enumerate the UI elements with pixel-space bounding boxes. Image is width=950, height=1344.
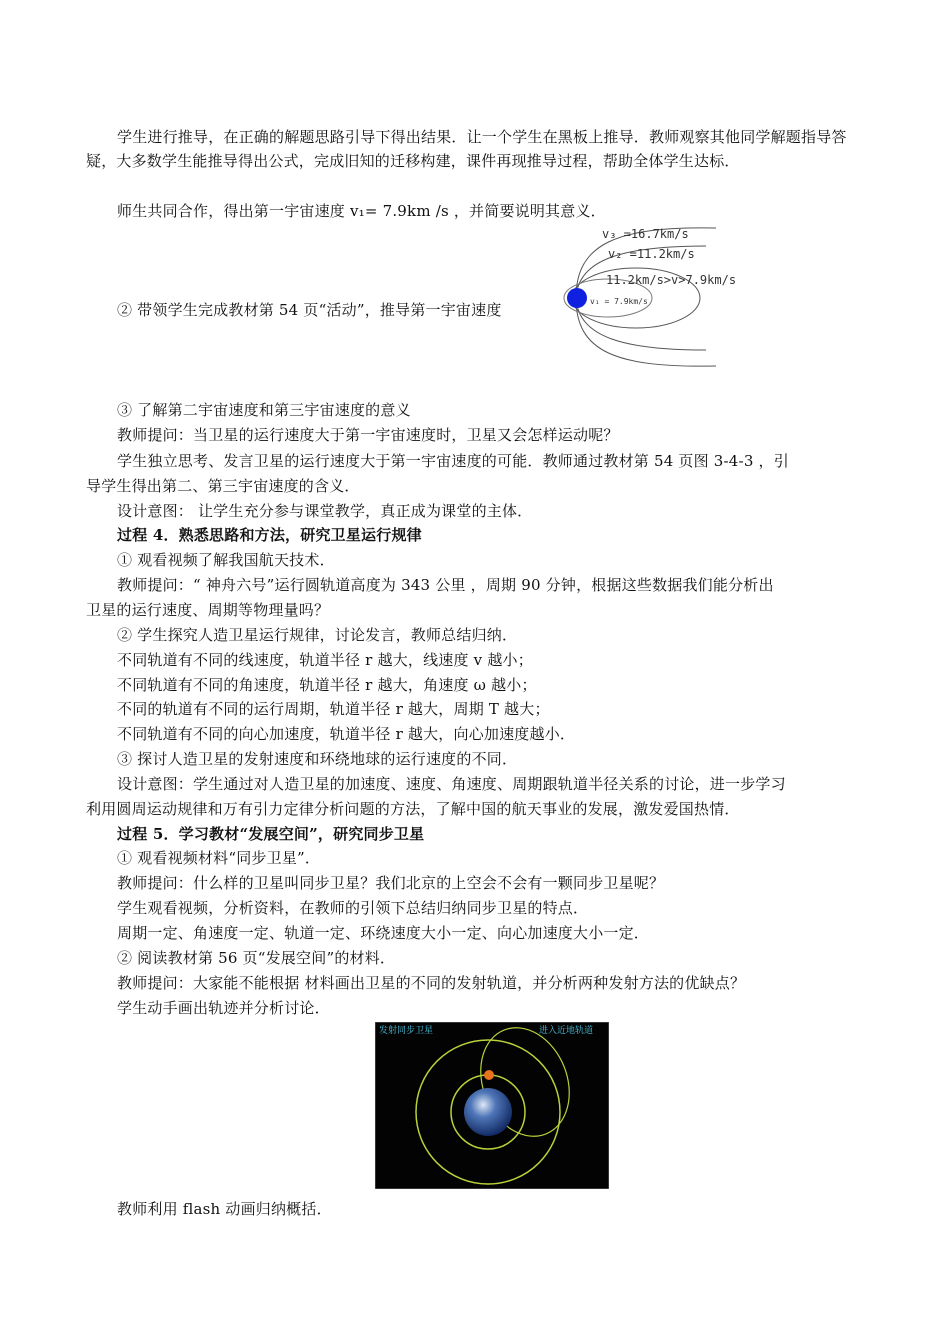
paragraph: 不同轨道有不同的向心加速度，轨道半径 r 越大，向心加速度越小． bbox=[117, 725, 576, 743]
paragraph: ② 带领学生完成教材第 54 页“活动”，推导第一宇宙速度 bbox=[117, 301, 502, 319]
paragraph: 学生独立思考、发言卫星的运行速度大于第一宇宙速度的可能．教师通过教材第 54 页图 3-4-3 ，引 bbox=[117, 452, 789, 470]
paragraph: 教师提问：什么样的卫星叫同步卫星？我们北京的上空会不会有一颗同步卫星呢？ bbox=[117, 874, 665, 892]
paragraph: ② 阅读教材第 56 页“发展空间”的材料． bbox=[117, 949, 396, 967]
paragraph: ③ 了解第二宇宙速度和第三宇宙速度的意义 bbox=[117, 401, 411, 419]
paragraph: 设计意图： 让学生充分参与课堂教学，真正成为课堂的主体． bbox=[117, 502, 533, 520]
paragraph: 教师提问：“ 神舟六号”运行圆轨道高度为 343 公里 ，周期 90 分钟，根据这些数据我们能分析出 bbox=[117, 576, 774, 594]
paragraph: 利用圆周运动规律和万有引力定律分析问题的方法，了解中国的航天事业的发展，激发爱国热情． bbox=[86, 800, 740, 818]
paragraph: 不同轨道有不同的线速度，轨道半径 r 越大，线速度 v 越小； bbox=[117, 651, 533, 669]
paragraph: 教师利用 flash 动画归纳概括． bbox=[117, 1200, 332, 1218]
sync-satellite-figure bbox=[375, 1022, 609, 1189]
paragraph: 设计意图：学生通过对人造卫星的加速度、速度、角速度、周期跟轨道半径关系的讨论，进一步学习 bbox=[117, 775, 786, 793]
label-v3: v₃ =16.7km/s bbox=[602, 227, 689, 241]
figure-title-left: 发射同步卫星 bbox=[379, 1026, 434, 1036]
section-heading: 过程 4．熟悉思路和方法，研究卫星运行规律 bbox=[117, 526, 422, 544]
paragraph: 不同轨道有不同的角速度，轨道半径 r 越大，角速度 ω 越小； bbox=[117, 676, 537, 694]
paragraph: 师生共同合作，得出第一宇宙速度 v₁= 7.9km /s ，并简要说明其意义． bbox=[117, 202, 606, 220]
paragraph: ② 学生探究人造卫星运行规律，讨论发言，教师总结归纳． bbox=[117, 626, 518, 644]
paragraph: ① 观看视频了解我国航天技术． bbox=[117, 551, 335, 569]
paragraph: 教师提问：当卫星的运行速度大于第一宇宙速度时，卫星又会怎样运动呢？ bbox=[117, 426, 619, 444]
paragraph: 学生进行推导，在正确的解题思路引导下得出结果．让一个学生在黑板上推导．教师观察其他同学解题指导答疑，大多数学生能推导得出公式，完成旧知的迁移构建，课件再现推导过程，帮助全体学生达标． bbox=[86, 128, 847, 170]
paragraph: 卫星的运行速度、周期等物理量吗？ bbox=[86, 601, 330, 619]
cosmic-velocity-figure bbox=[556, 224, 778, 370]
paragraph: 导学生得出第二、第三宇宙速度的含义． bbox=[86, 477, 360, 495]
section-heading: 过程 5．学习教材“发展空间”，研究同步卫星 bbox=[117, 825, 425, 843]
paragraph: 学生动手画出轨迹并分析讨论． bbox=[117, 999, 330, 1017]
paragraph: 周期一定、角速度一定、轨道一定、环绕速度大小一定、向心加速度大小一定． bbox=[117, 924, 650, 942]
paragraph: 教师提问：大家能不能根据 材料画出卫星的不同的发射轨道，并分析两种发射方法的优缺点？ bbox=[117, 974, 746, 992]
paragraph: ① 观看视频材料“同步卫星”． bbox=[117, 849, 321, 867]
figure-title-right: 进入近地轨道 bbox=[539, 1026, 594, 1036]
paragraph: ③ 探讨人造卫星的发射速度和环绕地球的运行速度的不同． bbox=[117, 750, 518, 768]
label-v1: v₁ = 7.9km/s bbox=[590, 297, 648, 306]
label-v2: v₂ =11.2km/s bbox=[608, 247, 695, 261]
paragraph: 不同的轨道有不同的运行周期，轨道半径 r 越大，周期 T 越大； bbox=[117, 700, 550, 718]
paragraph: 学生观看视频，分析资料，在教师的引领下总结归纳同步卫星的特点． bbox=[117, 899, 589, 917]
satellite-icon bbox=[484, 1070, 494, 1080]
earth-icon bbox=[464, 1088, 512, 1136]
label-range: 11.2km/s>v>7.9km/s bbox=[606, 273, 737, 287]
